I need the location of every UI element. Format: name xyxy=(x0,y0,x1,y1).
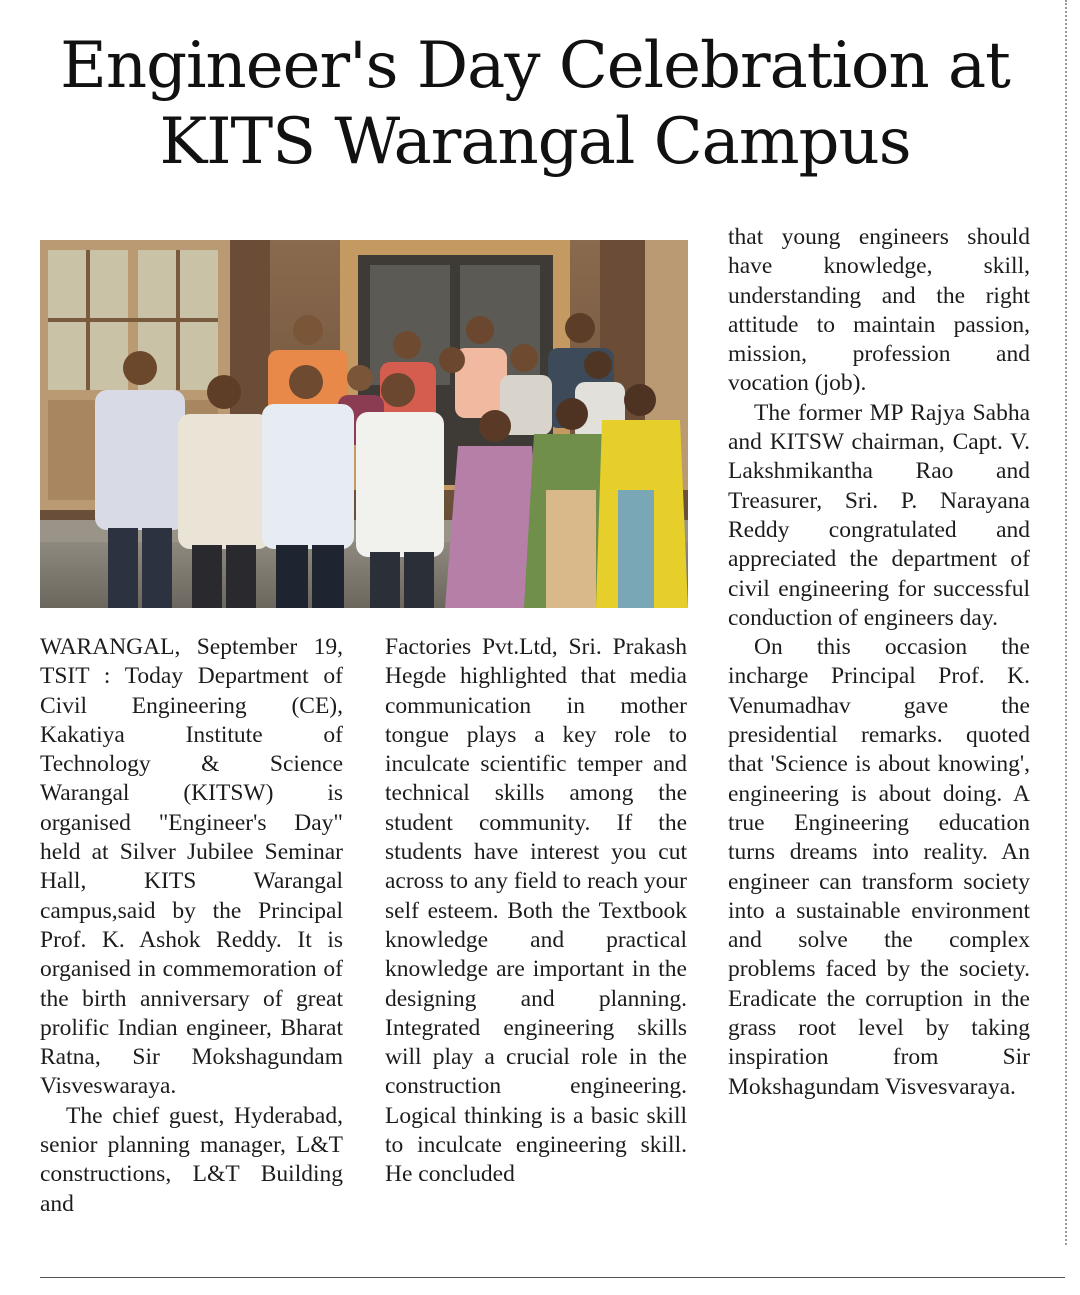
headline xyxy=(20,28,1050,180)
article-column-2 xyxy=(385,633,687,1190)
paragraph-principal-remarks: On this occasion the incharge Principal Prof. K. Venumadhav gave the presidential remarks. quoted that 'Science is about knowing', engineering is about doing. A true Engineering education turns dreams into reality. An engineer can transform society into a sustainable environment and solve the complex problems faced by the society. Eradicate the corruption in the grass root level by taking inspiration from Sir Mokshagundam Visvesvaraya. xyxy=(728,634,1030,1100)
paragraph-dateline: WARANGAL, September 19, TSIT : Today Department of Civil Engineering (CE), Kakatiya Institute of Technology & Science Warangal (KITSW) is organised "Engineer's Day" held at Silver Jubilee Seminar Hall, KITS Warangal campus,said by the Principal Prof. K. Ashok Reddy. It is organised in commemoration of the birth anniversary of great prolific Indian engineer, Bharat Ratna, Sir Mokshagundam Visveswaraya. xyxy=(40,634,343,1100)
article-column-3 xyxy=(728,223,1030,1102)
group-photo xyxy=(40,240,688,608)
paragraph-chief-guest: The chief guest, Hyderabad, senior planning manager, L&T constructions, L&T Building and xyxy=(40,1102,343,1217)
headline-line-2: KITS Warangal Campus xyxy=(159,105,911,179)
headline-line-1: Engineer's Day Celebration at xyxy=(60,29,1010,103)
paragraph-young-engineers: that young engineers should have knowledge, skill, understanding and the right attitude to maintain passion, mission, profession and vocation (job). xyxy=(728,224,1030,397)
article-column-1 xyxy=(40,633,343,1219)
column-divider-dotted xyxy=(1065,0,1067,1245)
bottom-rule xyxy=(40,1277,1065,1278)
paragraph-chief-guest-continued: Factories Pvt.Ltd, Sri. Prakash Hegde highlighted that media communication in mother tongue plays a key role to inculcate scientific temper and technical skills among the student community. If the students have interest you cut across to any field to reach your self esteem. Both the Textbook knowledge and practical knowledge are important in the designing and planning. Integrated engineering skills will play a crucial role in the construction engineering. Logical thinking is a basic skill to inculcate engineering skill. He concluded xyxy=(385,634,687,1188)
paragraph-chairman: The former MP Rajya Sabha and KITSW chairman, Capt. V. Lakshmikantha Rao and Treasurer, Sri. P. Narayana Reddy congratulated and appreciated the department of civil engineering for successful conduction of engineers day. xyxy=(728,399,1030,631)
